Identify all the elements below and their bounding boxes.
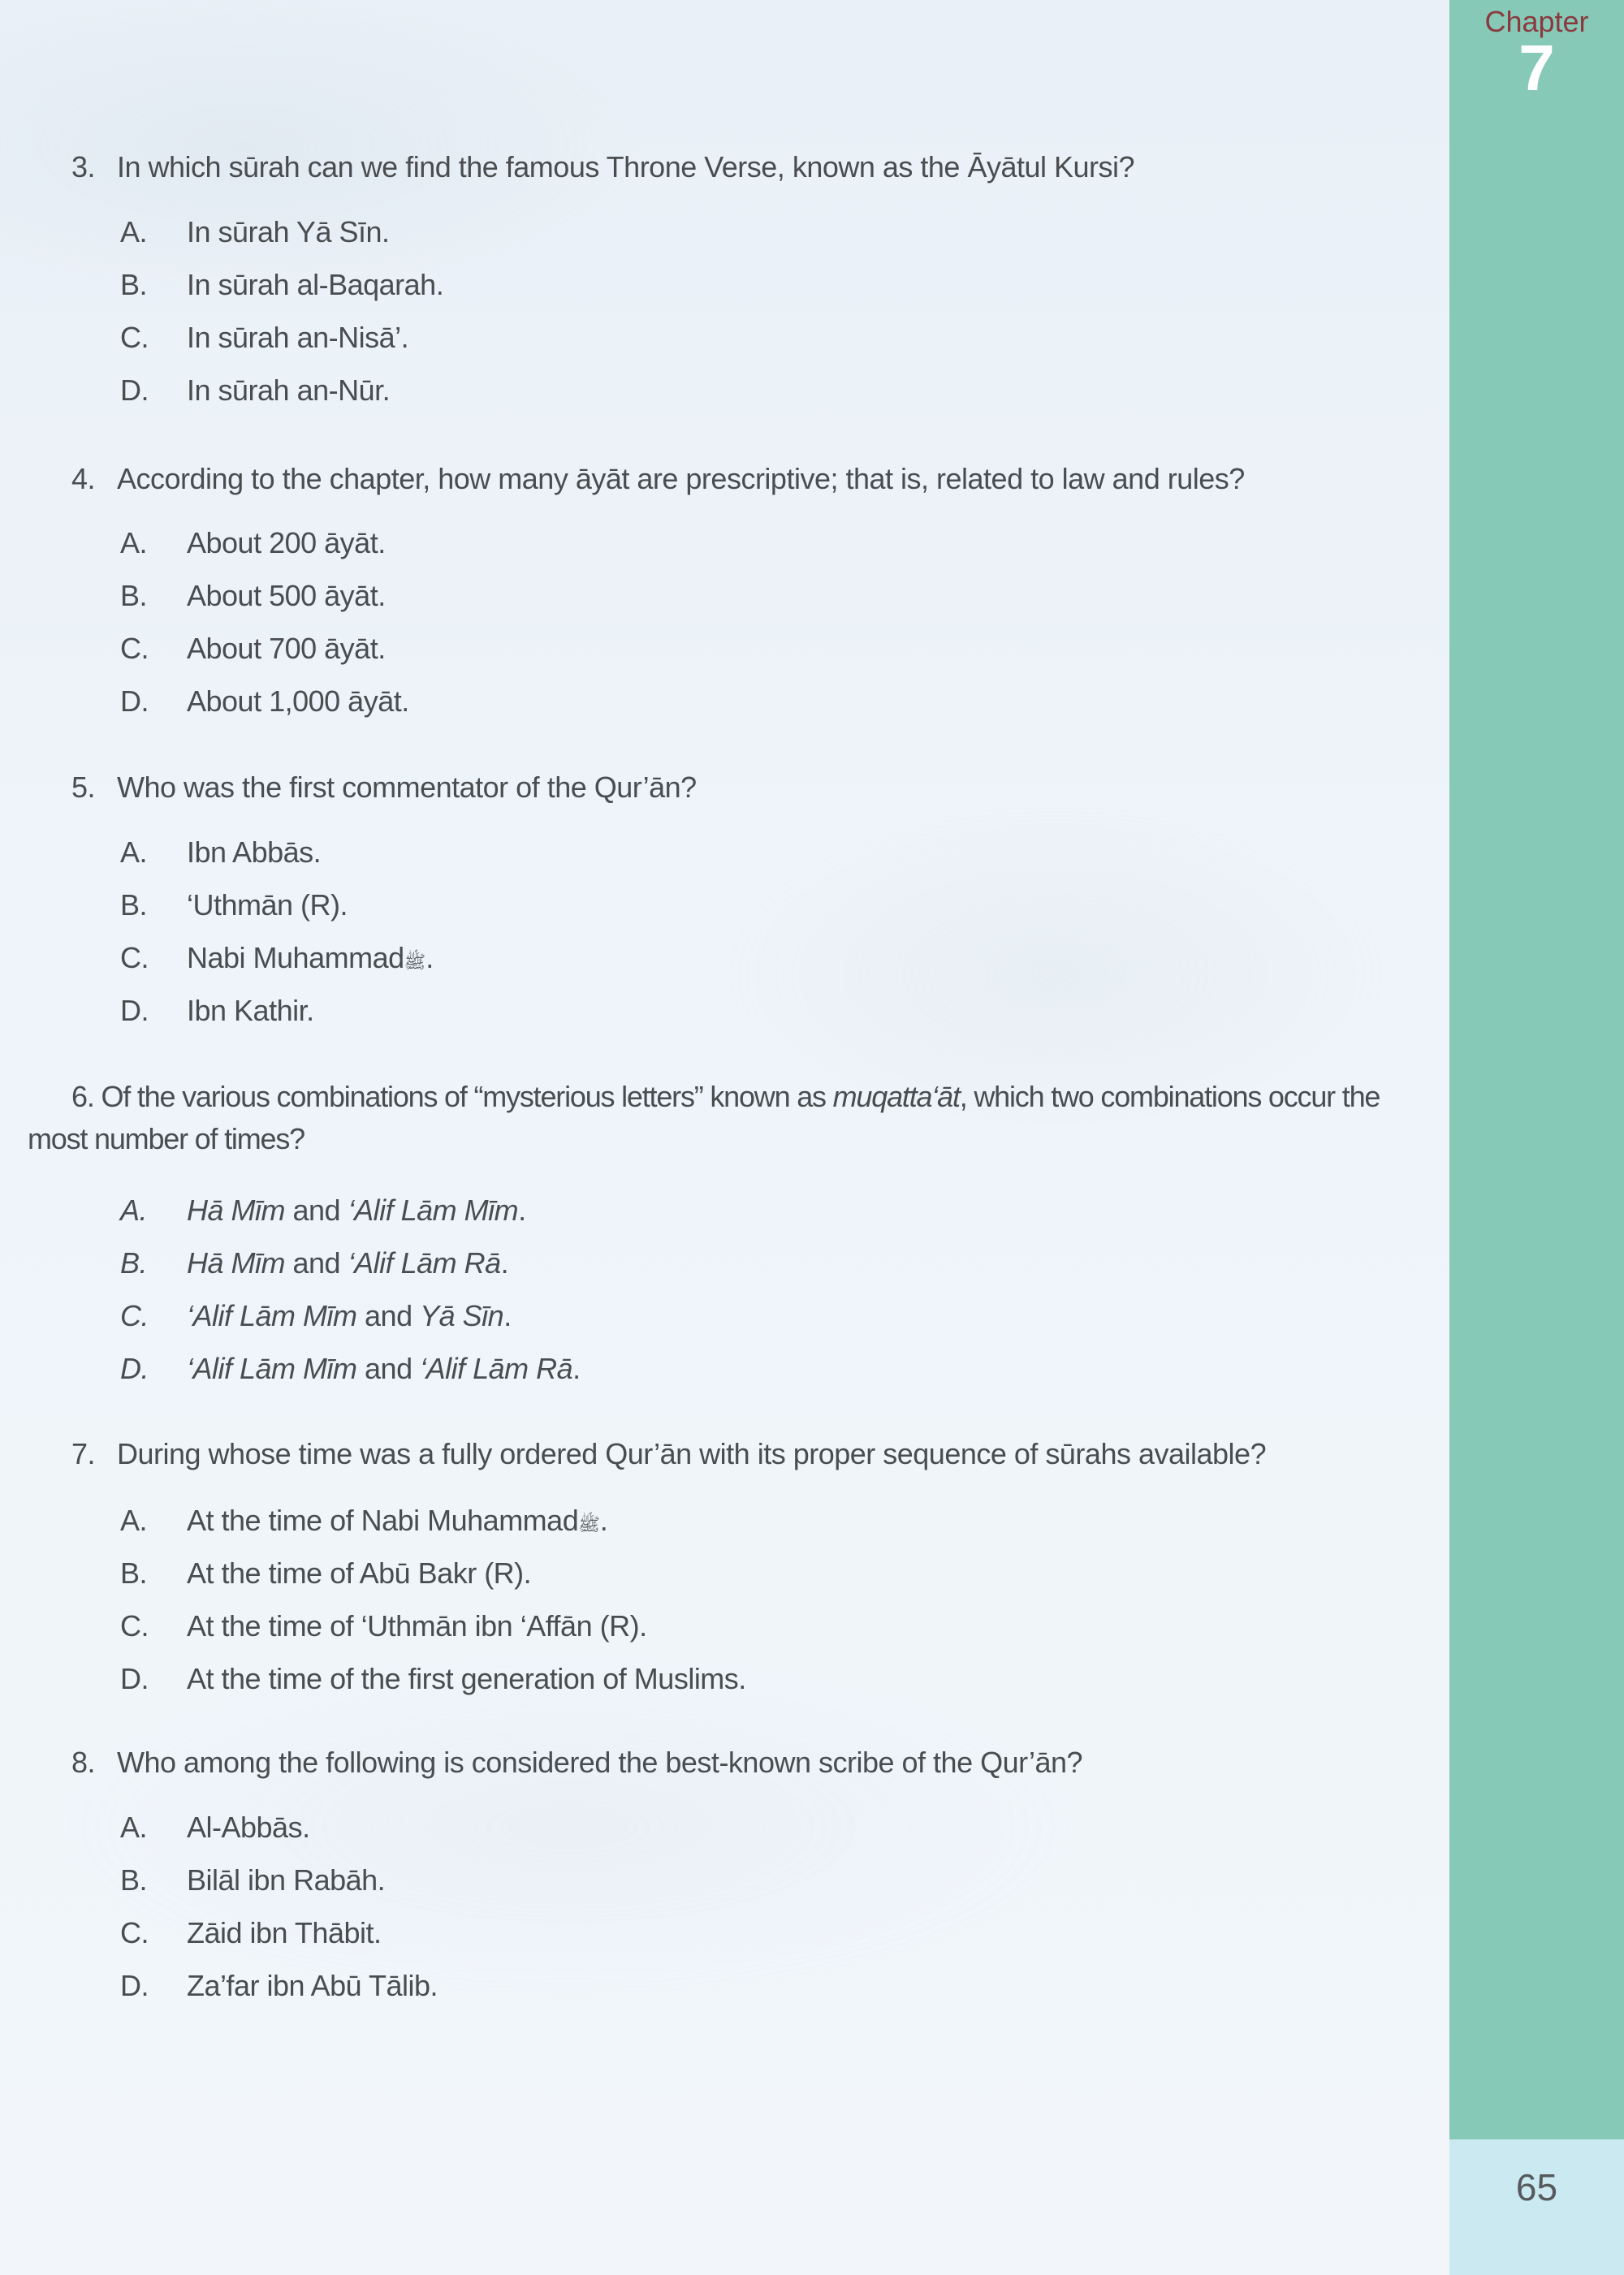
option-d[interactable]: D. Za’far ibn Abū Tālib. — [120, 1969, 438, 2002]
question-text: During whose time was a fully ordered Qur’ān with its proper sequence of sūrahs available? — [117, 1437, 1267, 1470]
option-d[interactable]: D. In sūrah an-Nūr. — [120, 373, 391, 407]
option-c[interactable]: C. About 700 āyāt. — [120, 632, 386, 665]
question-number: 7. — [71, 1437, 96, 1470]
option-d[interactable]: D. About 1,000 āyāt. — [120, 684, 409, 718]
page-number: 65 — [1515, 2166, 1558, 2208]
option-c[interactable]: C. At the time of ‘Uthmān ibn ‘Affān (R). — [120, 1609, 647, 1643]
question-stem — [71, 1742, 1082, 1784]
question-text: Who was the first commentator of the Qur’ān? — [117, 771, 697, 804]
page-number-band — [1449, 2139, 1624, 2275]
question-stem: 6. Of the various combinations of “mysterious letters” known as muqatta‘āt, which two combinations occur the most number of times? — [28, 1080, 1380, 1155]
question-number: 8. — [71, 1746, 96, 1779]
option-c[interactable]: C. Nabi Muhammadﷺ. — [120, 941, 434, 974]
salawat-honorific-icon: ﷺ — [578, 1515, 600, 1535]
option-b[interactable]: B. At the time of Abū Bakr (R). — [120, 1556, 532, 1590]
salawat-honorific-icon: ﷺ — [404, 952, 426, 973]
chapter-number: 7 — [1518, 32, 1555, 104]
option-b[interactable]: B. About 500 āyāt. — [120, 579, 386, 612]
question-number: 4. — [71, 462, 96, 495]
question-stem — [71, 458, 1245, 500]
question-number: 6. — [71, 1080, 94, 1113]
question-stem — [71, 1433, 1266, 1475]
option-d[interactable]: D. Ibn Kathir. — [120, 994, 314, 1027]
option-b[interactable]: B. Hā Mīm and ‘Alif Lām Rā. — [120, 1246, 509, 1280]
option-d[interactable]: D. At the time of the first generation of Muslims. — [120, 1662, 746, 1695]
option-b[interactable]: B. In sūrah al-Baqarah. — [120, 268, 444, 301]
question-term-italic: muqatta‘āt — [832, 1080, 960, 1113]
question-stem — [71, 146, 1134, 188]
option-d[interactable]: D. ‘Alif Lām Mīm and ‘Alif Lām Rā. — [120, 1352, 581, 1385]
option-c[interactable]: C. ‘Alif Lām Mīm and Yā Sīn. — [120, 1299, 512, 1332]
question-text: Who among the following is considered the best-known scribe of the Qur’ān? — [117, 1746, 1083, 1779]
option-a[interactable]: A. About 200 āyāt. — [120, 526, 386, 559]
chapter-sidebar — [1449, 0, 1624, 2139]
option-a[interactable]: A. In sūrah Yā Sīn. — [120, 215, 390, 248]
question-text: In which sūrah can we find the famous Throne Verse, known as the Āyātul Kursi? — [117, 150, 1135, 183]
chapter-label: Chapter — [1484, 5, 1589, 38]
option-c[interactable]: C. Zāid ibn Thābit. — [120, 1916, 382, 1949]
option-a[interactable]: A. At the time of Nabi Muhammadﷺ. — [120, 1504, 608, 1537]
option-b[interactable]: B. Bilāl ibn Rabāh. — [120, 1863, 386, 1897]
question-text: According to the chapter, how many āyāt are prescriptive; that is, related to law and rules? — [117, 462, 1245, 495]
question-stem — [71, 766, 697, 809]
option-a[interactable]: A. Hā Mīm and ‘Alif Lām Mīm. — [120, 1194, 526, 1227]
option-a[interactable]: A. Al-Abbās. — [120, 1811, 310, 1844]
question-number: 3. — [71, 150, 96, 183]
option-c[interactable]: C. In sūrah an-Nisā’. — [120, 321, 409, 354]
question-number: 5. — [71, 771, 96, 804]
option-a[interactable]: A. Ibn Abbās. — [120, 835, 322, 869]
option-b[interactable]: B. ‘Uthmān (R). — [120, 888, 348, 922]
